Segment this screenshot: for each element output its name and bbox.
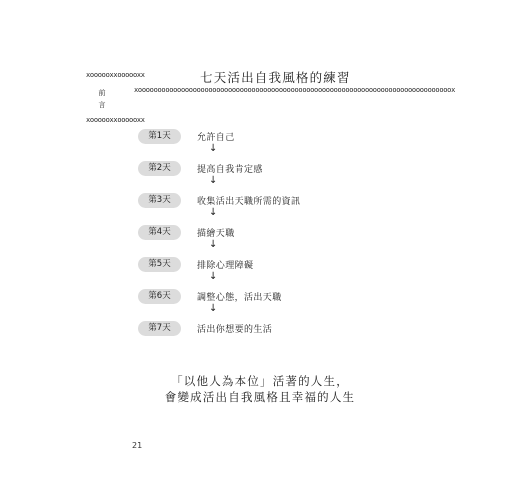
day-badge: 第5天 [138, 257, 181, 272]
step-text: 提高自我肯定感 [197, 165, 263, 175]
section-label-char-1: 前 [98, 89, 106, 97]
down-arrow-icon: ↓ [209, 175, 218, 186]
ornament-chain-bottom: xoooooxxoooooxx [86, 116, 145, 124]
step-day-1 [138, 129, 338, 145]
day-badge: 第4天 [138, 225, 181, 240]
step-text: 排除心理障礙 [197, 261, 254, 271]
step-day-2 [138, 161, 338, 177]
step-day-6 [138, 289, 338, 305]
day-badge: 第1天 [138, 129, 181, 144]
step-text: 收集活出天職所需的資訊 [197, 197, 301, 207]
down-arrow-icon: ↓ [209, 271, 218, 282]
day-badge: 第6天 [138, 289, 181, 304]
step-text: 允許自己 [197, 133, 235, 143]
title-underline-chain: xoooooooooooooooooooooooooooooooooooooooooooooooooooooooooooooooooooooooooooooooox [134, 86, 455, 94]
step-text: 活出你想要的生活 [197, 325, 273, 335]
step-day-5 [138, 257, 338, 273]
step-text: 調整心態，活出天職 [197, 293, 282, 303]
step-text: 描繪天職 [197, 229, 235, 239]
down-arrow-icon: ↓ [209, 207, 218, 218]
page-number: 21 [132, 441, 143, 450]
page-title: 七天活出自我風格的練習 [200, 70, 351, 85]
step-day-7 [138, 321, 338, 337]
quote-line-1: 「以他人為本位」活著的人生， [171, 374, 349, 388]
down-arrow-icon: ↓ [209, 143, 218, 154]
ornament-chain-top: xoooooxxoooooxx [86, 71, 145, 79]
section-label-char-2: 言 [98, 101, 106, 109]
quote-line-2: 會變成活出自我風格且幸福的人生 [164, 390, 356, 404]
down-arrow-icon: ↓ [209, 239, 218, 250]
step-day-4 [138, 225, 338, 241]
down-arrow-icon: ↓ [209, 303, 218, 314]
day-badge: 第7天 [138, 321, 181, 336]
day-badge: 第2天 [138, 161, 181, 176]
day-badge: 第3天 [138, 193, 181, 208]
step-day-3 [138, 193, 338, 209]
